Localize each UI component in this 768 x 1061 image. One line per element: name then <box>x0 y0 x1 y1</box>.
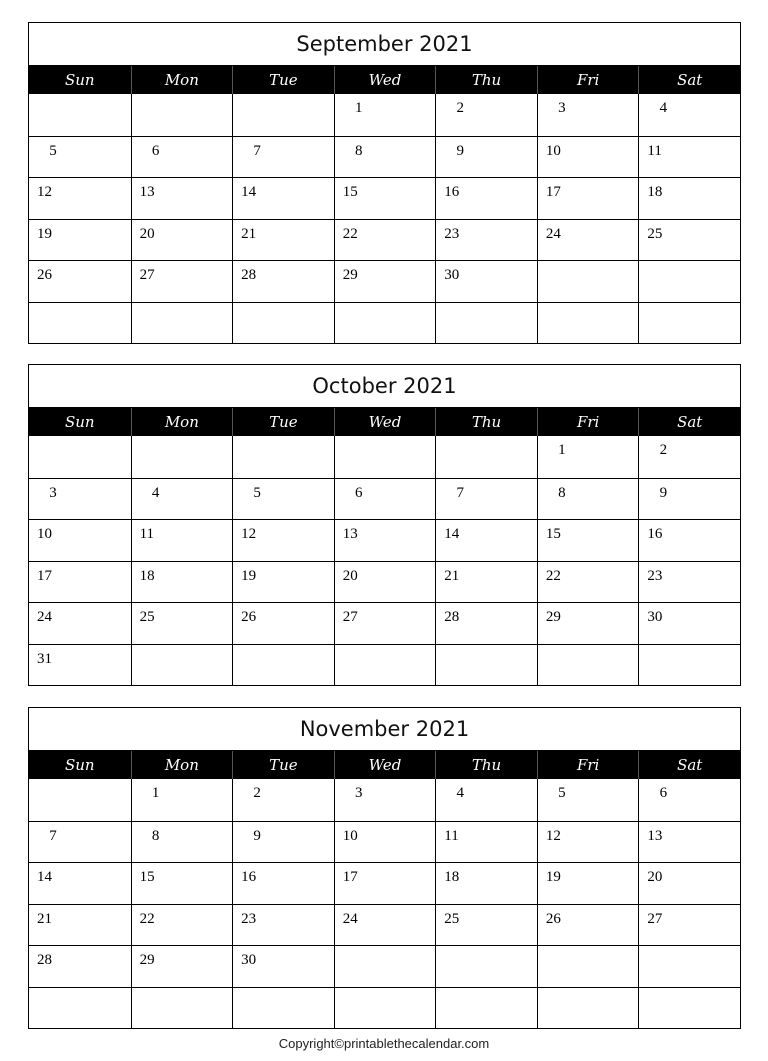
day-number: 7 <box>253 142 261 159</box>
day-number: 30 <box>444 267 460 283</box>
day-grid <box>29 436 740 685</box>
day-cell <box>232 94 334 136</box>
day-cell <box>537 478 639 520</box>
day-number: 14 <box>444 526 460 542</box>
day-cell <box>29 302 131 344</box>
day-number: 12 <box>241 526 257 542</box>
day-cell <box>131 904 233 946</box>
day-cell <box>638 779 740 821</box>
day-cell <box>334 177 436 219</box>
day-grid <box>29 94 740 343</box>
day-cell <box>334 862 436 904</box>
day-cell <box>334 436 436 478</box>
day-cell <box>334 136 436 178</box>
day-cell <box>232 862 334 904</box>
day-number: 28 <box>241 267 257 283</box>
month-calendar <box>28 364 741 686</box>
day-number: 23 <box>647 567 663 584</box>
day-number: 1 <box>558 442 566 458</box>
weekday-label: Mon <box>131 751 233 779</box>
day-number: 29 <box>342 267 358 283</box>
day-number: 29 <box>545 609 561 625</box>
day-number: 27 <box>139 267 155 283</box>
day-cell <box>232 302 334 344</box>
weekday-label: Thu <box>435 408 537 436</box>
weekday-label: Fri <box>537 66 639 94</box>
day-number: 12 <box>545 827 561 844</box>
day-number: 9 <box>659 484 668 501</box>
day-cell <box>131 94 233 136</box>
day-cell <box>537 519 639 561</box>
day-cell <box>638 219 740 261</box>
weekday-label: Tue <box>232 408 334 436</box>
weekday-label: Wed <box>334 408 436 436</box>
day-number: 10 <box>37 526 52 542</box>
day-cell <box>131 219 233 261</box>
day-cell <box>638 478 740 520</box>
day-cell <box>29 987 131 1029</box>
day-number: 17 <box>545 184 561 200</box>
day-number: 2 <box>456 100 465 116</box>
day-cell <box>334 821 436 863</box>
day-cell <box>638 561 740 603</box>
day-cell <box>232 821 334 863</box>
day-number: 19 <box>545 869 561 885</box>
day-cell <box>131 136 233 178</box>
day-cell <box>537 821 639 863</box>
day-number: 25 <box>139 609 155 625</box>
day-number: 9 <box>456 142 465 159</box>
day-cell <box>638 177 740 219</box>
day-number: 30 <box>241 952 257 968</box>
day-cell <box>232 136 334 178</box>
day-number: 4 <box>151 484 160 501</box>
day-number: 31 <box>37 650 52 667</box>
day-number: 1 <box>151 785 160 801</box>
day-cell <box>334 644 436 686</box>
day-cell <box>232 436 334 478</box>
day-number: 29 <box>139 952 155 968</box>
day-cell <box>537 302 639 344</box>
day-cell <box>334 260 436 302</box>
day-cell <box>131 478 233 520</box>
day-number: 11 <box>444 827 459 844</box>
day-cell <box>435 260 537 302</box>
day-cell <box>29 219 131 261</box>
day-cell <box>29 904 131 946</box>
day-number: 5 <box>558 785 566 801</box>
day-cell <box>131 779 233 821</box>
day-number: 26 <box>545 910 561 927</box>
day-cell <box>29 177 131 219</box>
month-calendar <box>28 707 741 1029</box>
day-cell <box>29 94 131 136</box>
day-cell <box>537 779 639 821</box>
day-number: 20 <box>647 869 663 885</box>
day-number: 23 <box>444 225 460 242</box>
day-cell <box>131 519 233 561</box>
day-number: 14 <box>241 184 257 200</box>
day-number: 6 <box>354 484 363 501</box>
day-cell <box>435 436 537 478</box>
day-cell <box>131 561 233 603</box>
day-cell <box>334 94 436 136</box>
day-cell <box>334 602 436 644</box>
month-title: October 2021 <box>29 365 740 408</box>
day-cell <box>638 862 740 904</box>
day-cell <box>435 779 537 821</box>
day-cell <box>537 904 639 946</box>
day-number: 24 <box>342 910 358 927</box>
day-grid <box>29 779 740 1028</box>
day-cell <box>537 177 639 219</box>
day-number: 16 <box>647 526 663 542</box>
day-number: 18 <box>444 869 460 885</box>
day-cell <box>435 945 537 987</box>
day-cell <box>435 561 537 603</box>
day-cell <box>435 987 537 1029</box>
day-cell <box>537 561 639 603</box>
day-cell <box>232 519 334 561</box>
day-number: 8 <box>151 827 160 844</box>
weekday-header <box>29 408 740 436</box>
day-number: 28 <box>37 952 52 968</box>
day-cell <box>29 136 131 178</box>
day-number: 7 <box>49 827 57 844</box>
day-cell <box>537 644 639 686</box>
day-cell <box>435 219 537 261</box>
day-cell <box>435 94 537 136</box>
day-number: 17 <box>37 567 52 584</box>
day-cell <box>435 177 537 219</box>
day-number: 3 <box>354 785 363 801</box>
day-cell <box>334 779 436 821</box>
day-cell <box>29 561 131 603</box>
day-number: 5 <box>253 484 261 501</box>
day-number: 23 <box>241 910 257 927</box>
weekday-label: Sun <box>64 756 95 774</box>
day-number: 16 <box>241 869 257 885</box>
day-number: 30 <box>647 609 663 625</box>
day-number: 11 <box>139 526 155 542</box>
day-cell <box>638 436 740 478</box>
day-number: 14 <box>37 869 52 885</box>
day-cell <box>638 94 740 136</box>
day-number: 1 <box>354 100 363 116</box>
day-cell <box>638 644 740 686</box>
day-cell <box>232 177 334 219</box>
weekday-label: Mon <box>131 66 233 94</box>
day-cell <box>232 260 334 302</box>
day-number: 26 <box>241 609 257 625</box>
day-cell <box>29 945 131 987</box>
day-cell <box>638 904 740 946</box>
day-number: 21 <box>444 567 460 584</box>
day-cell <box>29 519 131 561</box>
month-title: November 2021 <box>29 708 740 751</box>
day-number: 2 <box>253 785 261 801</box>
day-cell <box>232 219 334 261</box>
day-cell <box>638 945 740 987</box>
day-cell <box>29 644 131 686</box>
day-cell <box>334 519 436 561</box>
day-cell <box>638 519 740 561</box>
day-cell <box>232 987 334 1029</box>
day-number: 13 <box>139 184 155 200</box>
copyright-footer: Copyright©printablethecalendar.com <box>278 1036 490 1051</box>
day-cell <box>435 821 537 863</box>
day-cell <box>29 478 131 520</box>
day-number: 9 <box>253 827 261 844</box>
day-cell <box>435 302 537 344</box>
day-cell <box>334 219 436 261</box>
day-cell <box>131 987 233 1029</box>
day-cell <box>537 602 639 644</box>
day-cell <box>638 136 740 178</box>
day-number: 20 <box>139 225 155 242</box>
day-number: 15 <box>545 526 561 542</box>
day-cell <box>537 219 639 261</box>
day-cell <box>131 177 233 219</box>
day-cell <box>131 821 233 863</box>
day-number: 7 <box>456 484 465 501</box>
day-number: 8 <box>354 142 363 159</box>
day-cell <box>29 260 131 302</box>
day-number: 10 <box>545 142 561 159</box>
day-cell <box>131 436 233 478</box>
day-cell <box>638 260 740 302</box>
day-cell <box>131 945 233 987</box>
day-cell <box>435 519 537 561</box>
day-cell <box>29 436 131 478</box>
day-number: 2 <box>659 442 668 458</box>
day-cell <box>131 862 233 904</box>
day-number: 13 <box>342 526 358 542</box>
day-cell <box>232 561 334 603</box>
day-cell <box>29 862 131 904</box>
day-number: 4 <box>659 100 668 116</box>
weekday-label: Mon <box>131 408 233 436</box>
day-cell <box>638 821 740 863</box>
day-number: 25 <box>444 910 460 927</box>
weekday-label: Sun <box>64 413 95 431</box>
day-cell <box>334 478 436 520</box>
day-cell <box>131 260 233 302</box>
day-cell <box>334 302 436 344</box>
day-cell <box>334 904 436 946</box>
day-number: 10 <box>342 827 358 844</box>
weekday-header <box>29 66 740 94</box>
day-cell <box>537 94 639 136</box>
day-number: 26 <box>37 267 52 283</box>
day-cell <box>131 602 233 644</box>
day-cell <box>537 945 639 987</box>
day-number: 16 <box>444 184 460 200</box>
weekday-label: Sun <box>64 71 95 89</box>
day-number: 27 <box>647 910 663 927</box>
weekday-label: Fri <box>537 751 639 779</box>
month-title: September 2021 <box>29 23 740 66</box>
day-cell <box>435 478 537 520</box>
day-number: 20 <box>342 567 358 584</box>
weekday-label: Sat <box>638 408 740 436</box>
day-cell <box>435 136 537 178</box>
day-number: 22 <box>139 910 155 927</box>
day-cell <box>537 136 639 178</box>
day-cell <box>29 602 131 644</box>
weekday-label: Tue <box>232 66 334 94</box>
day-number: 8 <box>558 484 566 501</box>
day-number: 19 <box>37 225 52 242</box>
day-cell <box>537 987 639 1029</box>
day-number: 24 <box>37 609 52 625</box>
day-number: 11 <box>647 142 662 159</box>
day-number: 21 <box>37 910 52 927</box>
day-number: 25 <box>647 225 663 242</box>
day-cell <box>537 862 639 904</box>
day-cell <box>537 260 639 302</box>
weekday-label: Wed <box>334 66 436 94</box>
weekday-label: Sat <box>638 751 740 779</box>
weekday-label: Tue <box>232 751 334 779</box>
day-cell <box>232 904 334 946</box>
day-number: 15 <box>342 184 358 200</box>
day-cell <box>232 779 334 821</box>
day-cell <box>29 779 131 821</box>
day-cell <box>435 862 537 904</box>
weekday-header <box>29 751 740 779</box>
day-cell <box>131 302 233 344</box>
day-number: 24 <box>545 225 561 242</box>
day-cell <box>638 987 740 1029</box>
day-number: 18 <box>139 567 155 584</box>
day-cell <box>334 945 436 987</box>
day-number: 13 <box>647 827 663 844</box>
weekday-label: Thu <box>435 751 537 779</box>
day-number: 27 <box>342 609 358 625</box>
weekday-label: Thu <box>435 66 537 94</box>
day-cell <box>232 602 334 644</box>
day-number: 18 <box>647 184 663 200</box>
day-cell <box>131 644 233 686</box>
day-cell <box>435 904 537 946</box>
day-number: 12 <box>37 184 52 200</box>
day-number: 22 <box>342 225 358 242</box>
day-number: 3 <box>49 484 57 501</box>
day-cell <box>638 602 740 644</box>
day-number: 17 <box>342 869 358 885</box>
day-number: 21 <box>241 225 257 242</box>
day-cell <box>435 602 537 644</box>
day-cell <box>435 644 537 686</box>
weekday-label: Sat <box>638 66 740 94</box>
day-cell <box>232 478 334 520</box>
weekday-label: Wed <box>334 751 436 779</box>
day-number: 28 <box>444 609 460 625</box>
day-cell <box>29 821 131 863</box>
month-calendar <box>28 22 741 344</box>
day-cell <box>232 644 334 686</box>
day-cell <box>537 436 639 478</box>
day-cell <box>638 302 740 344</box>
day-number: 6 <box>659 785 668 801</box>
day-cell <box>232 945 334 987</box>
day-number: 15 <box>139 869 155 885</box>
day-cell <box>334 987 436 1029</box>
day-number: 19 <box>241 567 257 584</box>
day-number: 3 <box>558 100 566 116</box>
day-number: 4 <box>456 785 465 801</box>
day-number: 6 <box>151 142 160 159</box>
weekday-label: Fri <box>537 408 639 436</box>
day-number: 22 <box>545 567 561 584</box>
day-cell <box>334 561 436 603</box>
day-number: 5 <box>49 142 57 159</box>
